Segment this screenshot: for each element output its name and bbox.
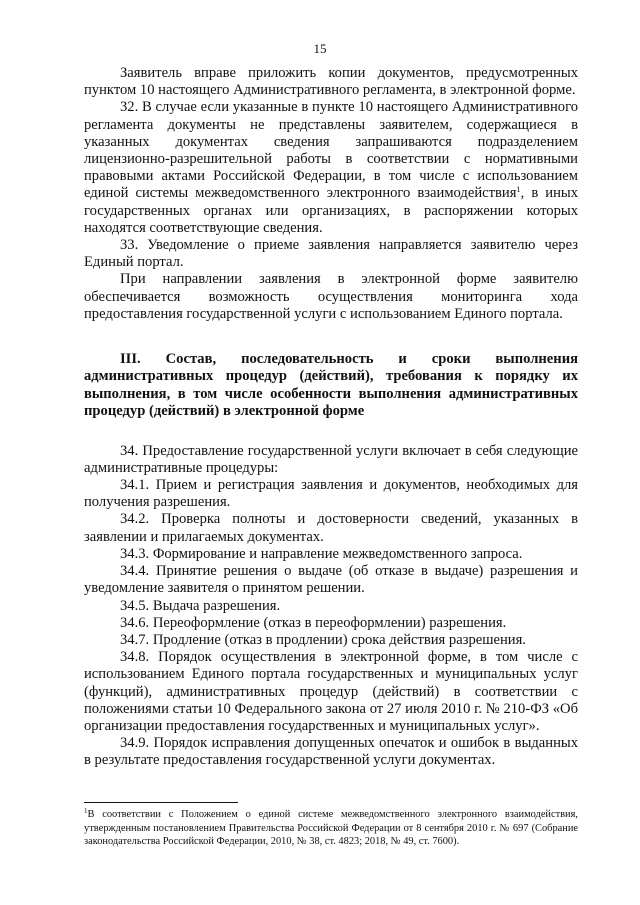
footnote-text: В соответствии с Положением о единой системе межведомственного электронного взаимодействия, утвержденным постановлением Правительства Российской Федерации от 8 сентября 2010 г. № 697 (Собрание законодательства Российской Федерации, 2010, № 38, ст. 4823; 2018, № 49, ст. 7600). xyxy=(84,809,578,848)
paragraph-32-text: 32. В случае если указанные в пункте 10 настоящего Административного регламента документы не представлены заявителем, содержащиеся в указанных документах сведения запрашиваются подразделением лицензионно-разрешительной работы в соответствии с нормативными правовыми актами Российской Федерации, в том числе с использованием единой системы межведомственного электронного взаимодействия xyxy=(84,99,578,202)
paragraph-monitoring: При направлении заявления в электронной форме заявителю обеспечивается возможность осуществления мониторинга хода предоставления государственной услуги с использованием Единого портала. xyxy=(84,271,578,322)
document-body xyxy=(84,65,578,770)
paragraph-32-tail: , в иных государственных органах или организациях, в распоряжении которых находятся соответствующие сведения. xyxy=(84,185,578,236)
procedure-34-3: 34.3. Формирование и направление межведомственного запроса. xyxy=(120,545,523,562)
procedure-34-4: 34.4. Принятие решения о выдаче (об отказе в выдаче) разрешения и уведомление заявителя о принятом решении. xyxy=(84,563,578,597)
paragraph-33: 33. Уведомление о приеме заявления направляется заявителю через Единый портал. xyxy=(84,237,578,271)
procedure-34-9: 34.9. Порядок исправления допущенных опечаток и ошибок в выданных в результате предоставления государственной услуги документах. xyxy=(84,735,578,769)
section-heading: III. Состав, последовательность и сроки выполнения административных процедур (действий), требования к порядку их выполнения, в том числе особенности выполнения административных процедур (действий) в электронной форме xyxy=(84,351,578,420)
footnote-mark: 1 xyxy=(84,807,88,815)
paragraph-applicant-copies: Заявитель вправе приложить копии документов, предусмотренных пунктом 10 настоящего Административного регламента, в электронной форме. xyxy=(84,65,578,99)
paragraph-32 xyxy=(84,99,578,237)
footnote-separator xyxy=(84,802,238,803)
procedure-34-5: 34.5. Выдача разрешения. xyxy=(120,597,281,614)
procedure-34-8: 34.8. Порядок осуществления в электронной форме, в том числе с использованием Единого портала государственных и муниципальных услуг (функций), административных процедур (действий) в соответствии с положениями статьи 10 Федерального закона от 27 июля 2010 г. № 210-ФЗ «Об организации предоставления государственных и муниципальных услуг». xyxy=(84,649,578,734)
procedure-34-2: 34.2. Проверка полноты и достоверности сведений, указанных в заявлении и прилагаемых документах. xyxy=(84,511,578,545)
procedure-34-7: 34.7. Продление (отказ в продлении) срока действия разрешения. xyxy=(120,631,526,648)
procedure-34-6: 34.6. Переоформление (отказ в переоформлении) разрешения. xyxy=(120,614,507,631)
procedure-34-1: 34.1. Прием и регистрация заявления и документов, необходимых для получения разрешения. xyxy=(84,477,578,511)
page-number: 15 xyxy=(313,41,327,56)
procedure-34: 34. Предоставление государственной услуги включает в себя следующие административные процедуры: xyxy=(84,442,578,476)
footnote-1 xyxy=(84,808,578,849)
footnote-reference-1: 1 xyxy=(516,184,521,195)
